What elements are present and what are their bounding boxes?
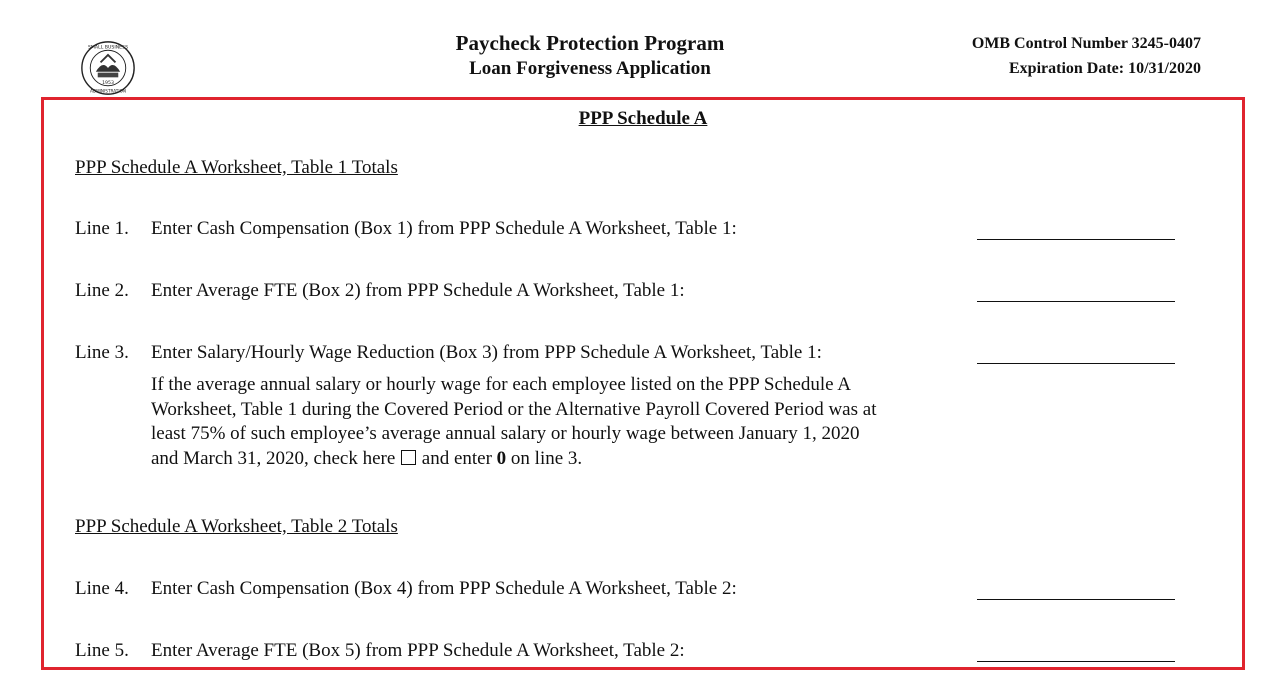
line3-note-text: If the average annual salary or hourly wage for each employee listed on the PPP Schedule A Worksheet, Table 1 during the Covered Period or the Alternative Payroll Covered Period was at least 75% of such employee’s average annual salary or hourly wage between January 1, 2020 and March 31, 2020, check here — [151, 374, 877, 470]
line3-note-end: on line 3. — [510, 448, 583, 470]
line3-instructions — [151, 373, 891, 472]
line5-entry-field[interactable] — [977, 661, 1175, 662]
svg-text:1953: 1953 — [102, 80, 114, 86]
line2-label: Enter Average FTE (Box 2) from PPP Schedule A Worksheet, Table 1: — [151, 280, 685, 301]
line3-entry-field[interactable] — [977, 363, 1175, 364]
form-title: Paycheck Protection Program — [455, 31, 725, 55]
line5-number: Line 5. — [75, 640, 129, 661]
line3-note-enter: and enter — [421, 448, 492, 470]
schedule-a-frame — [41, 97, 1245, 670]
omb-control-number: OMB Control Number 3245-0407 — [971, 35, 1201, 52]
expiration-date: Expiration Date: 10/31/2020 — [1009, 60, 1201, 77]
line4-number: Line 4. — [75, 578, 129, 599]
line3-number: Line 3. — [75, 342, 129, 363]
section-table1-heading: PPP Schedule A Worksheet, Table 1 Totals — [75, 157, 398, 178]
line3-label: Enter Salary/Hourly Wage Reduction (Box 3) from PPP Schedule A Worksheet, Table 1: — [151, 342, 822, 363]
line3-note-zero: 0 — [496, 448, 507, 470]
section-table2-heading: PPP Schedule A Worksheet, Table 2 Totals — [75, 516, 398, 537]
line1-entry-field[interactable] — [977, 239, 1175, 240]
schedule-title: PPP Schedule A — [578, 108, 708, 129]
form-subtitle: Loan Forgiveness Application — [469, 58, 711, 79]
svg-text:ADMINISTRATION: ADMINISTRATION — [89, 88, 127, 94]
line5-label: Enter Average FTE (Box 5) from PPP Schedule A Worksheet, Table 2: — [151, 640, 685, 661]
line4-label: Enter Cash Compensation (Box 4) from PPP Schedule A Worksheet, Table 2: — [151, 578, 737, 599]
line4-entry-field[interactable] — [977, 599, 1175, 600]
line1-number: Line 1. — [75, 218, 129, 239]
sba-seal-logo — [80, 40, 136, 96]
line1-label: Enter Cash Compensation (Box 1) from PPP Schedule A Worksheet, Table 1: — [151, 218, 737, 239]
svg-text:SMALL BUSINESS: SMALL BUSINESS — [87, 45, 129, 51]
line2-number: Line 2. — [75, 280, 129, 301]
salary-maintained-checkbox[interactable] — [401, 450, 416, 465]
line2-entry-field[interactable] — [977, 301, 1175, 302]
